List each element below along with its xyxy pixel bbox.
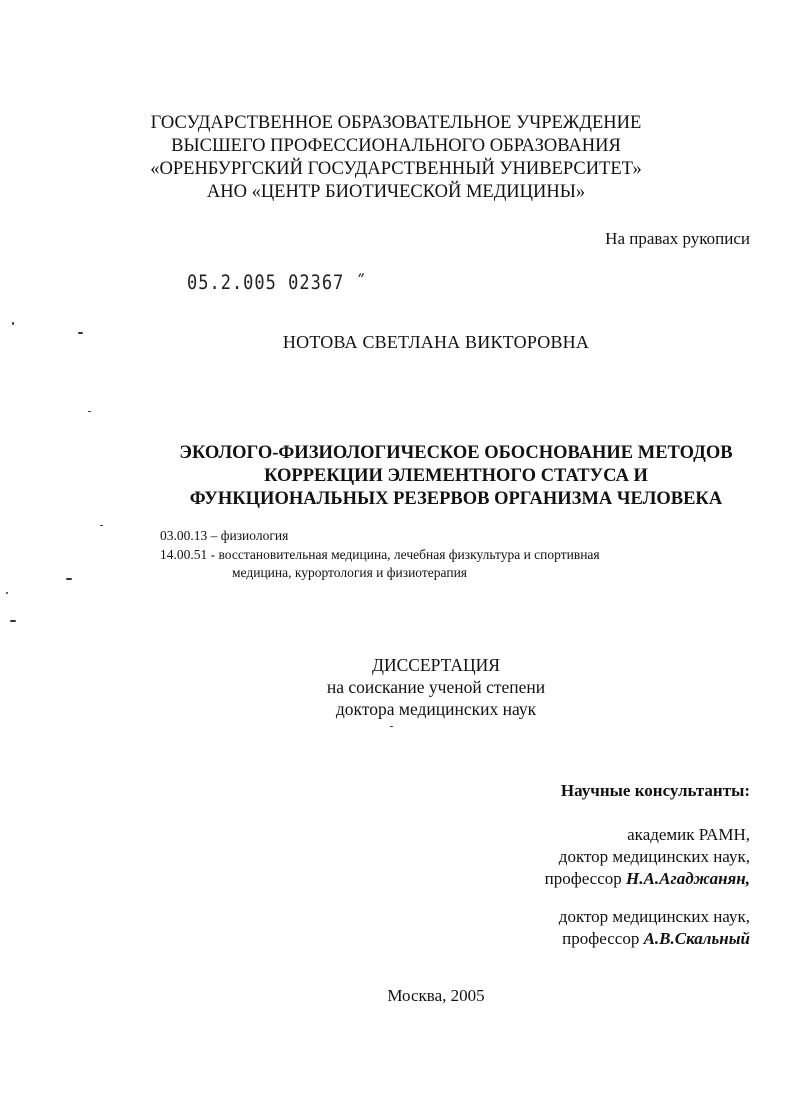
- city-year: Москва, 2005: [387, 986, 485, 1005]
- scan-speck: [12, 322, 14, 325]
- dissertation-heading: ДИССЕРТАЦИЯ: [372, 655, 500, 675]
- institution-line: ГОСУДАРСТВЕННОЕ ОБРАЗОВАТЕЛЬНОЕ УЧРЕЖДЕНИЕ: [150, 113, 642, 133]
- consultant-rank: профессор: [544, 869, 627, 888]
- consultant-second: [559, 906, 750, 950]
- consultants-heading: Научные консультанты:: [560, 781, 750, 800]
- specialty-line: 14.00.51 - восстановительная медицина, лечебная физкультура и спортивная: [160, 547, 600, 562]
- consultant-title-line: доктор медицинских наук,: [558, 847, 750, 866]
- institution-header: [0, 112, 792, 204]
- scan-speck: [10, 620, 16, 622]
- consultant-name-line: [545, 868, 750, 890]
- consultant-first: [545, 824, 750, 890]
- dissertation-block: [0, 654, 792, 720]
- dissertation-title: [0, 442, 792, 511]
- scan-speck: [78, 332, 83, 334]
- dissertation-degree-line: на соискание ученой степени: [326, 677, 546, 697]
- scan-speck: [6, 592, 8, 594]
- consultant-name: Н.А.Агаджанян,: [626, 869, 750, 888]
- consultant-name: А.В.Скальный: [643, 929, 750, 948]
- consultant-name-line: [559, 928, 750, 950]
- consultant-rank: профессор: [562, 929, 644, 948]
- specialty-line: 03.00.13 – физиология: [160, 528, 289, 543]
- scan-speck: [390, 726, 393, 727]
- manuscript-note: На правах рукописи: [605, 229, 750, 248]
- scan-speck: [88, 411, 91, 412]
- specialty-line: медицина, курортология и физиотерапия: [232, 565, 467, 580]
- institution-line: АНО «ЦЕНТР БИОТИЧЕСКОЙ МЕДИЦИНЫ»: [206, 182, 586, 202]
- author-name: НОТОВА СВЕТЛАНА ВИКТОРОВНА: [282, 332, 590, 352]
- title-line: ФУНКЦИОНАЛЬНЫХ РЕЗЕРВОВ ОРГАНИЗМА ЧЕЛОВЕКА: [189, 489, 723, 509]
- scan-speck: [100, 525, 103, 526]
- consultant-title-line: доктор медицинских наук,: [558, 907, 750, 926]
- title-line: КОРРЕКЦИИ ЭЛЕМЕНТНОГО СТАТУСА И: [264, 466, 648, 486]
- institution-line: ВЫСШЕГО ПРОФЕССИОНАЛЬНОГО ОБРАЗОВАНИЯ: [171, 136, 621, 156]
- dissertation-degree-line: доктора медицинских наук: [335, 699, 537, 719]
- consultant-title-line: академик РАМН,: [627, 825, 750, 844]
- scan-speck: [66, 578, 72, 580]
- catalog-code: 05.2.005 02367 ˝: [187, 271, 367, 295]
- title-line: ЭКОЛОГО-ФИЗИОЛОГИЧЕСКОЕ ОБОСНОВАНИЕ МЕТОДОВ: [179, 443, 733, 463]
- institution-line: «ОРЕНБУРГСКИЙ ГОСУДАРСТВЕННЫЙ УНИВЕРСИТЕТ»: [150, 159, 642, 179]
